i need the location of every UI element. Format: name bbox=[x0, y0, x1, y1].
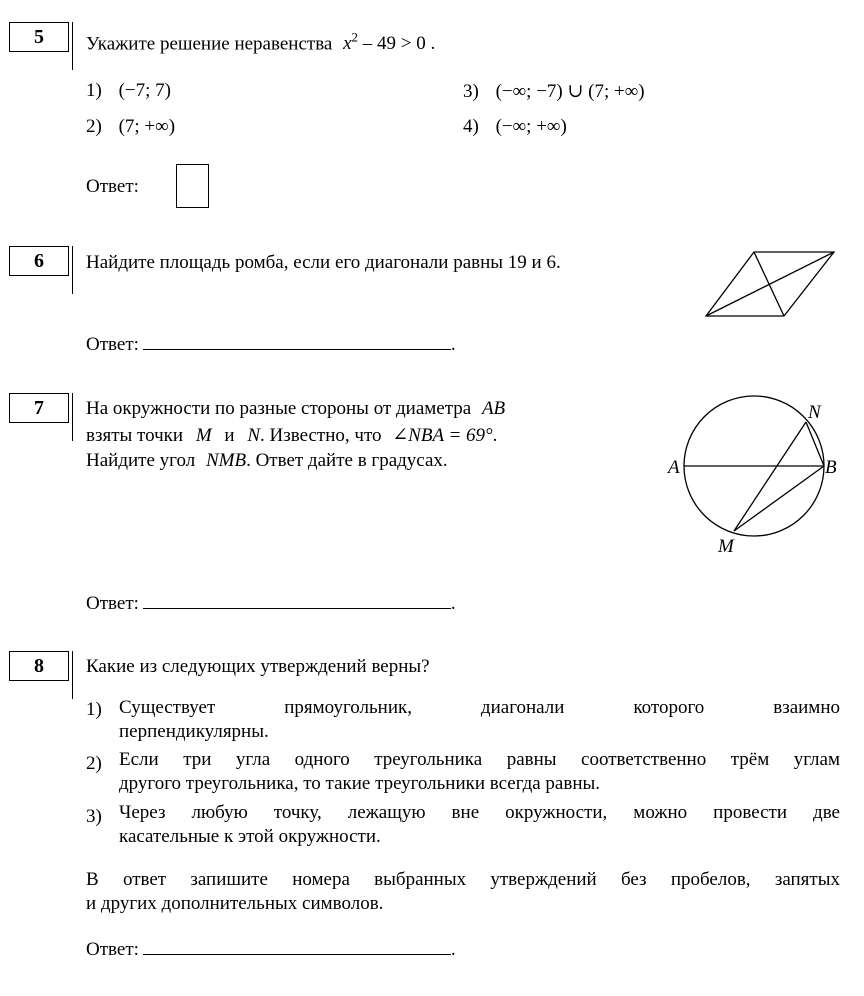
statement-1-number: 1) bbox=[86, 699, 102, 720]
task-8-prompt: Какие из следующих утверждений верны? bbox=[86, 656, 430, 677]
task-8-number-text: 8 bbox=[34, 654, 44, 677]
task-7-math: N bbox=[247, 425, 260, 446]
task-5-number bbox=[9, 22, 69, 52]
task-7-line-1 bbox=[86, 398, 505, 420]
label-B: B bbox=[825, 457, 837, 478]
rhombus-diagonal-2 bbox=[706, 252, 834, 316]
task-5-option-4 bbox=[463, 116, 567, 138]
statement-1-line-2: перпендикулярны. bbox=[119, 721, 269, 742]
task-8-instruction-line-2: и других дополнительных символов. bbox=[86, 893, 384, 914]
rhombus-figure bbox=[700, 246, 840, 322]
option-expression: (7; +∞) bbox=[118, 116, 176, 137]
task-5-answer-label: Ответ: bbox=[86, 176, 139, 197]
task-8-number bbox=[9, 651, 69, 681]
label-M: M bbox=[718, 536, 734, 557]
task-7-answer-label: Ответ: bbox=[86, 593, 139, 614]
task-7-text: На окружности по разные стороны от диаметра bbox=[86, 398, 472, 419]
task-7-math: M bbox=[195, 425, 212, 446]
task-5-option-3 bbox=[463, 80, 645, 103]
task-7-number-text: 7 bbox=[34, 396, 44, 419]
statement-2-line-2: другого треугольника, то такие треугольники всегда равны. bbox=[119, 773, 601, 794]
task-5-option-2 bbox=[86, 116, 175, 138]
task-7-text: . Известно, что bbox=[260, 425, 382, 446]
option-number: 4) bbox=[463, 116, 479, 137]
task-7-text: Найдите угол bbox=[86, 450, 196, 471]
statement-1-line-1: Существует прямоугольник, диагонали которого взаимно bbox=[119, 697, 840, 718]
task-5-prompt bbox=[86, 30, 435, 55]
statement-3-line-1: Через любую точку, лежащую вне окружности, можно провести две bbox=[119, 802, 840, 823]
task-6-prompt: Найдите площадь ромба, если его диагонали равны 19 и 6. bbox=[86, 252, 561, 273]
task-5-divider bbox=[72, 22, 73, 70]
segment-BN bbox=[806, 422, 824, 466]
task-7-text: . Ответ дайте в градусах. bbox=[246, 450, 448, 471]
task-7-text: . bbox=[492, 425, 498, 446]
task-8-divider bbox=[72, 651, 73, 699]
task-6-number bbox=[9, 246, 69, 276]
task-6-answer-line[interactable] bbox=[143, 332, 451, 350]
task-7-answer-line[interactable] bbox=[143, 591, 451, 609]
task-7-math: AB bbox=[481, 398, 506, 419]
circle-figure bbox=[660, 392, 850, 562]
statement-2-number: 2) bbox=[86, 753, 102, 774]
task-8-answer bbox=[86, 937, 456, 961]
option-number: 2) bbox=[86, 116, 102, 137]
task-6-answer-label: Ответ: bbox=[86, 334, 139, 355]
task-5-answer-box[interactable] bbox=[176, 164, 209, 208]
task-5-inequality bbox=[343, 30, 436, 55]
task-7-text: взяты точки bbox=[86, 425, 184, 446]
statement-3-line-2: касательные к этой окружности. bbox=[119, 826, 381, 847]
task-5-ineq-rest: – 49 > 0 bbox=[362, 33, 426, 55]
segment-MB bbox=[734, 466, 824, 531]
task-6-number-text: 6 bbox=[34, 249, 44, 272]
label-N: N bbox=[808, 402, 821, 423]
task-8-answer-label: Ответ: bbox=[86, 939, 139, 960]
option-number: 1) bbox=[86, 80, 102, 101]
task-8-instruction-line-1: В ответ запишите номера выбранных утверждений без пробелов, запятых bbox=[86, 869, 840, 890]
option-expression: (−∞; +∞) bbox=[495, 116, 567, 137]
task-8-answer-end: . bbox=[450, 939, 456, 960]
statement-2-line-1: Если три угла одного треугольника равны соответственно трём углам bbox=[119, 749, 840, 770]
task-7-math: NMB bbox=[205, 450, 247, 471]
task-6-divider bbox=[72, 246, 73, 294]
option-expression: (−7; 7) bbox=[118, 80, 171, 101]
option-expression: (−∞; −7) ∪ (7; +∞) bbox=[495, 81, 645, 102]
task-5-option-1 bbox=[86, 80, 171, 102]
task-7-line-2 bbox=[86, 424, 497, 447]
task-7-number bbox=[9, 393, 69, 423]
task-5-number-text: 5 bbox=[34, 25, 44, 48]
task-5-ineq-var: x bbox=[343, 33, 352, 55]
task-5-ineq-exp: 2 bbox=[351, 30, 359, 45]
task-7-line-3 bbox=[86, 450, 448, 472]
task-7-answer-end: . bbox=[450, 593, 456, 614]
task-7-divider bbox=[72, 393, 73, 441]
option-number: 3) bbox=[463, 81, 479, 102]
task-7-math: ∠NBA = 69° bbox=[392, 425, 493, 446]
segment-NM bbox=[734, 422, 806, 531]
task-6-answer bbox=[86, 332, 456, 356]
statement-3-number: 3) bbox=[86, 806, 102, 827]
task-5-prompt-text: Укажите решение неравенства bbox=[86, 33, 333, 55]
task-8-answer-line[interactable] bbox=[143, 937, 451, 955]
task-7-answer bbox=[86, 591, 456, 615]
task-7-text: и bbox=[224, 425, 235, 446]
label-A: A bbox=[668, 457, 680, 478]
task-5-ineq-end: . bbox=[430, 33, 436, 55]
task-6-answer-end: . bbox=[450, 334, 456, 355]
